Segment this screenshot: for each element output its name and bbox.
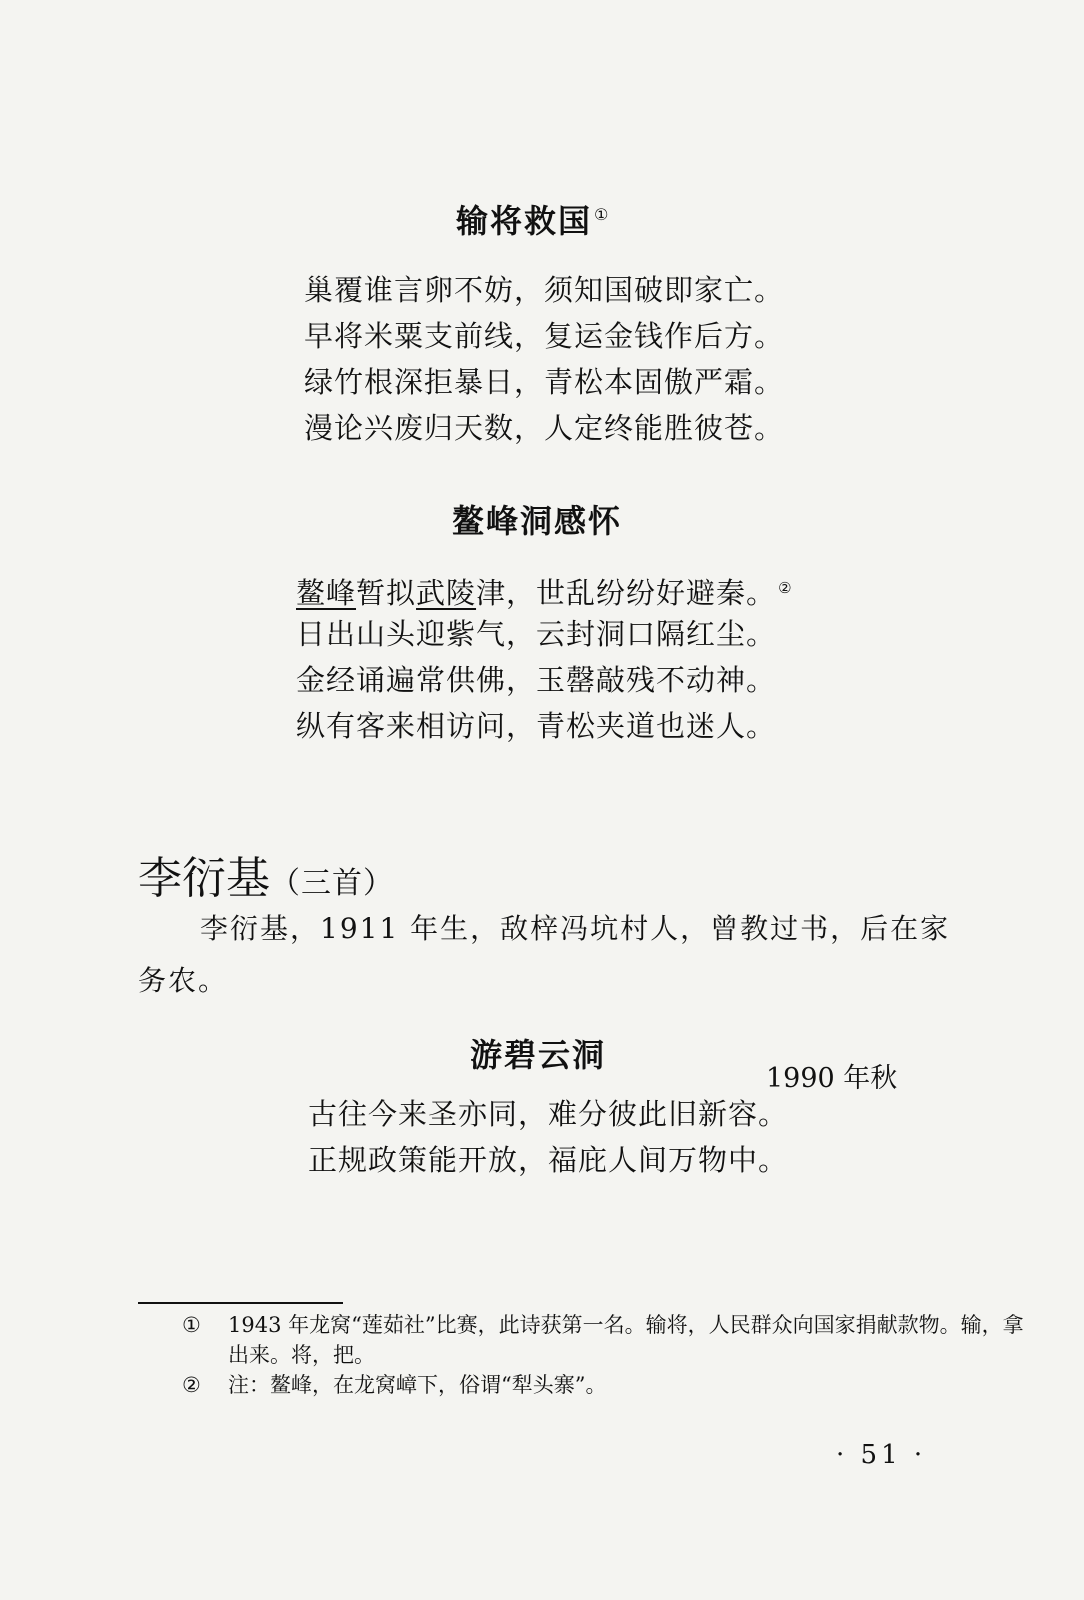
page-number: · 51 · <box>836 1440 927 1470</box>
poem-3-line-2: 正规政策能开放，福庇人间万物中。 <box>308 1143 789 1177</box>
footnote-1: ① 1943 年龙窝“莲茹社”比赛，此诗获第一名。输将，人民群众向国家捐献款物。输，拿出来。将，把。 <box>228 1310 1028 1370</box>
poem-1-line-1: 巢覆谁言卵不妨，须知国破即家亡。 <box>304 273 785 307</box>
poem-title-2: 鳌峰洞感怀 <box>452 502 623 540</box>
poem-1-line-3: 绿竹根深拒暴日，青松本固傲严霜。 <box>304 365 785 399</box>
poem-title-3: 游碧云洞 <box>470 1036 607 1074</box>
footnote-ref-1[interactable]: ① <box>594 205 611 224</box>
poem-title-1: 输将救国 ① <box>456 202 611 240</box>
poem-3-line-1: 古往今来圣亦同，难分彼此旧新容。 <box>308 1097 789 1131</box>
poem-2-line-2: 日出山头迎紫气，云封洞口隔红尘。 <box>296 617 777 651</box>
author-heading: 李衍基（三首） <box>138 853 394 904</box>
poem-2-line-1: 鳌峰暂拟武陵津，世乱纷纷好避秦。 ② <box>296 576 793 610</box>
footnote-divider <box>138 1302 343 1304</box>
footnote-2-marker: ② <box>182 1373 201 1397</box>
footnote-1-marker: ① <box>182 1313 201 1337</box>
place-name-wuling: 武陵 <box>416 576 477 610</box>
author-bio: 李衍基，1911 年生，敌梓冯坑村人，曾教过书，后在家务农。 <box>138 912 951 997</box>
footnote-ref-2[interactable]: ② <box>778 579 793 597</box>
poem-date: 1990 年秋 <box>766 1063 898 1094</box>
poem-2-line-4: 纵有客来相访问，青松夹道也迷人。 <box>296 709 777 743</box>
poem-1-line-2: 早将米粟支前线，复运金钱作后方。 <box>304 319 785 353</box>
poem-2-line-3: 金经诵遍常供佛，玉罄敲残不动神。 <box>296 663 777 697</box>
poem-1-line-4: 漫论兴废归天数，人定终能胜彼苍。 <box>304 411 785 445</box>
poem-count: （三首） <box>270 866 394 901</box>
footnote-2: ② 注：鳌峰，在龙窝嶂下，俗谓“犁头寨”。 <box>228 1370 1028 1400</box>
place-name-aofeng: 鳌峰 <box>296 576 357 610</box>
